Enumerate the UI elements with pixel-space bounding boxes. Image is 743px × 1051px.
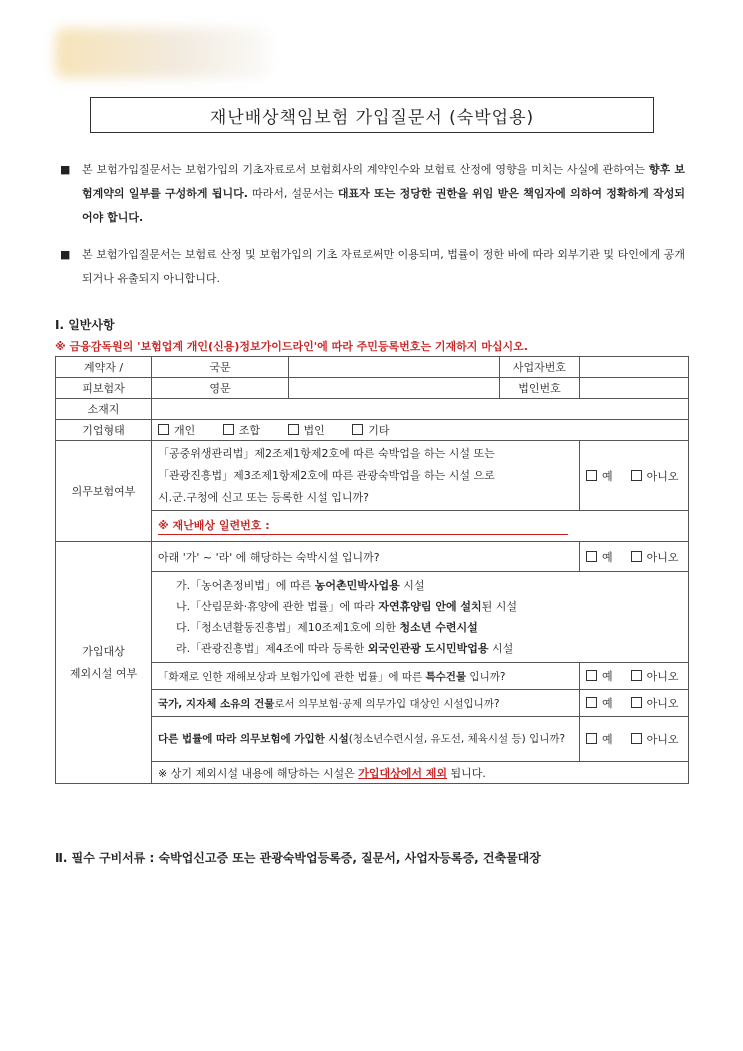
government-building-answer xyxy=(580,690,689,717)
mandatory-yes[interactable]: 예 xyxy=(586,470,613,483)
section-2-title: Ⅱ. 필수 구비서류 : 숙박업신고증 또는 관광숙박업등록증, 질문서, 사업자등록증, 건축물대장 xyxy=(55,851,541,865)
english-name-field[interactable] xyxy=(289,378,500,399)
checkbox-icon xyxy=(586,470,597,481)
special-building-answer xyxy=(580,663,689,690)
list-item: 나.「산림문화·휴양에 관한 법률」에 따라 자연휴양림 안에 설치된 시설 xyxy=(176,600,518,613)
mandatory-question: 「공중위생관리법」제2조제1항제2호에 따른 숙박업을 하는 시설 또는 「관광진흥법」제3조제1항제2호에 따른 관광숙박업을 하는 시설 으로 시.군.구청에 신고 또는 등록한 시설 입니까? xyxy=(152,441,580,511)
government-building-question: 국가, 지자체 소유의 건물로서 의무보험·공제 의무가입 대상인 시설입니까? xyxy=(152,690,580,717)
exclusion-question: 아래 '가' ~ '라' 에 해당하는 숙박시설 입니까? xyxy=(152,542,580,572)
document-title: 재난배상책임보험 가입질문서 (숙박업용) xyxy=(90,97,654,133)
special-yes[interactable]: 예 xyxy=(586,670,613,683)
exclusion-no[interactable]: 아니오 xyxy=(631,551,679,564)
biz-no-field[interactable] xyxy=(580,357,689,378)
checkbox-icon xyxy=(352,424,363,435)
other-law-answer xyxy=(580,717,689,762)
company-logo xyxy=(55,28,270,78)
checkbox-icon xyxy=(631,670,642,681)
mandatory-answer xyxy=(580,441,689,511)
list-item: 가.「농어촌정비법」에 따른 농어촌민박사업용 시설 xyxy=(176,579,425,592)
location-label: 소재지 xyxy=(56,399,152,420)
list-item: 라.「관광진흥법」제4조에 따라 등록한 외국인관광 도시민박업용 시설 xyxy=(176,642,514,655)
other-law-question: 다른 법률에 따라 의무보험에 가입한 시설(청소년수련시설, 유도선, 체육시설 등) 입니까? xyxy=(152,717,580,762)
exclusion-note: ※ 상기 제외시설 내용에 해당하는 시설은 가입대상에서 제외 됩니다. xyxy=(152,762,689,784)
privacy-warning: ※ 금융감독원의 '보험업계 개인(신용)정보가이드라인'에 따라 주민등록번호는 기재하지 마십시오. xyxy=(55,340,528,353)
intro-paragraph-2: ■ 본 보험가입질문서는 보험료 산정 및 보험가입의 기초 자료로써만 이용되며, 법률이 정한 바에 따라 외부기관 및 타인에게 공개되거나 유출되지 아니합니다. xyxy=(60,243,685,291)
serial-number-row[interactable] xyxy=(152,511,689,542)
checkbox-icon xyxy=(288,424,299,435)
biz-type-option-other[interactable]: 기타 xyxy=(352,424,389,437)
checkbox-icon xyxy=(631,470,642,481)
gov-yes[interactable]: 예 xyxy=(586,697,613,710)
exclusion-answer xyxy=(580,542,689,572)
section-1-title: Ⅰ. 일반사항 xyxy=(55,318,115,332)
corp-no-label: 법인번호 xyxy=(500,378,580,399)
special-no[interactable]: 아니오 xyxy=(631,670,679,683)
square-bullet-icon: ■ xyxy=(60,163,71,176)
square-bullet-icon: ■ xyxy=(60,248,71,261)
location-field[interactable] xyxy=(152,399,689,420)
mandatory-no[interactable]: 아니오 xyxy=(631,470,679,483)
mandatory-label: 의무보험여부 xyxy=(56,441,152,542)
insured-label: 피보험자 xyxy=(56,378,152,399)
checkbox-icon xyxy=(586,670,597,681)
checkbox-icon xyxy=(631,697,642,708)
checkbox-icon xyxy=(586,551,597,562)
checkbox-icon xyxy=(223,424,234,435)
english-name-label: 영문 xyxy=(152,378,289,399)
other-no[interactable]: 아니오 xyxy=(631,733,679,746)
checkbox-icon xyxy=(586,733,597,744)
serial-number-label: ※ 재난배상 일련번호 : xyxy=(158,517,568,535)
biz-type-label: 기업형태 xyxy=(56,420,152,441)
questionnaire-table xyxy=(55,356,689,784)
checkbox-icon xyxy=(586,697,597,708)
korean-name-label: 국문 xyxy=(152,357,289,378)
checkbox-icon xyxy=(631,551,642,562)
corp-no-field[interactable] xyxy=(580,378,689,399)
exclusion-list xyxy=(152,572,689,663)
checkbox-icon xyxy=(631,733,642,744)
intro-paragraph-1: ■ 본 보험가입질문서는 보험가입의 기초자료로서 보험회사의 계약인수와 보험료 산정에 영향을 미치는 사실에 관하여는 향후 보험계약의 일부를 구성하게 됩니다. 따라서, 설문서는 대표자 또는 정당한 권한을 위임 받은 책임자에 의하여 정확하게 작성되어야 합니다. xyxy=(60,158,685,230)
exclusion-yes[interactable]: 예 xyxy=(586,551,613,564)
biz-type-option-corporation[interactable]: 법인 xyxy=(288,424,325,437)
korean-name-field[interactable] xyxy=(289,357,500,378)
list-item: 다.「청소년활동진흥법」제10조제1호에 의한 청소년 수련시설 xyxy=(176,621,478,634)
gov-no[interactable]: 아니오 xyxy=(631,697,679,710)
contractor-label: 계약자 / xyxy=(56,357,152,378)
biz-type-options xyxy=(152,420,689,441)
biz-type-option-union[interactable]: 조합 xyxy=(223,424,260,437)
other-yes[interactable]: 예 xyxy=(586,733,613,746)
biz-type-option-individual[interactable]: 개인 xyxy=(158,424,195,437)
checkbox-icon xyxy=(158,424,169,435)
biz-no-label: 사업자번호 xyxy=(500,357,580,378)
exclusion-label: 가입대상 제외시설 여부 xyxy=(56,542,152,784)
special-building-question: 「화재로 인한 재해보상과 보험가입에 관한 법률」에 따른 특수건물 입니까? xyxy=(152,663,580,690)
